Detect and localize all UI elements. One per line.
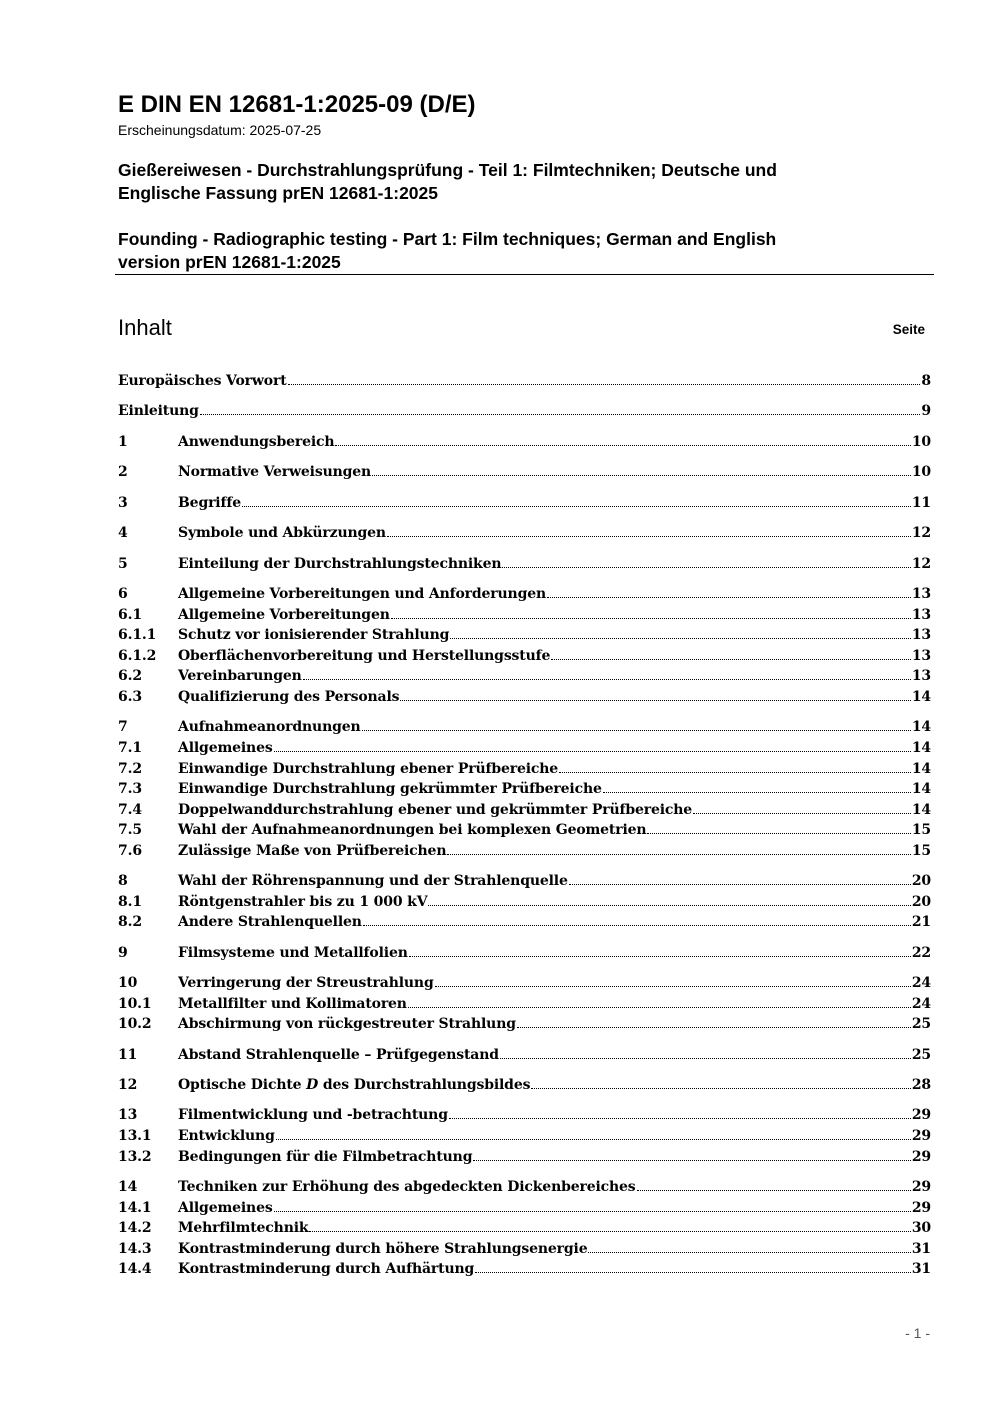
toc-entry-page: 13 (911, 648, 931, 664)
toc-entry-number: 6.3 (118, 689, 142, 705)
toc-entry-page: 20 (911, 894, 931, 910)
toc-entry-number: 12 (118, 1077, 138, 1093)
toc-entry-number: 13.1 (118, 1128, 152, 1144)
toc-entry-title: Metallfilter und Kollimatoren (178, 996, 407, 1012)
toc-entry[interactable] (118, 583, 931, 604)
toc-entry-title: Anwendungsbereich (178, 434, 335, 450)
toc-leader-dots (637, 1176, 911, 1191)
toc-entry-number: 6.2 (118, 668, 142, 684)
toc-entry-number: 10.1 (118, 996, 152, 1012)
toc-entry-page: 8 (921, 373, 931, 389)
toc-entry-number: 9 (118, 945, 128, 961)
toc-entry[interactable] (118, 624, 931, 645)
toc-entry-number: 3 (118, 495, 128, 511)
toc-entry[interactable] (118, 1258, 931, 1279)
toc-entry-page: 13 (911, 607, 931, 623)
toc-entry-title: Röntgenstrahler bis zu 1 000 kV (178, 894, 428, 910)
toc-entry[interactable] (118, 522, 931, 543)
toc-entry[interactable] (118, 1074, 931, 1095)
toc-entry[interactable] (118, 1146, 931, 1167)
toc-leader-dots (547, 583, 911, 598)
toc-leader-dots (372, 461, 911, 476)
toc-entry-page: 12 (911, 525, 931, 541)
toc-entry-page: 14 (911, 802, 931, 818)
toc-leader-dots (473, 1146, 910, 1161)
toc-entry-title-part: Optische Dichte (178, 1077, 307, 1093)
toc-entry-number: 14.3 (118, 1241, 152, 1257)
toc-entry-title: Wahl der Aufnahmeanordnungen bei komplexen Geometrien (178, 822, 647, 838)
toc-entry-number: 14 (118, 1179, 138, 1195)
toc-entry[interactable] (118, 1044, 931, 1065)
toc-entry-page: 15 (911, 843, 931, 859)
toc-entry-page: 13 (911, 668, 931, 684)
toc-entry-page: 14 (911, 781, 931, 797)
title-german-line-1: Gießereiwesen - Durchstrahlungsprüfung - Teil 1: Filmtechniken; Deutsche und (118, 160, 777, 180)
toc-leader-dots (447, 840, 910, 855)
toc-entry-title: Techniken zur Erhöhung des abgedeckten Dickenbereiches (178, 1179, 636, 1195)
toc-entry-number: 13.2 (118, 1149, 152, 1165)
toc-entry-title: Allgemeines (178, 1200, 273, 1216)
toc-entry[interactable] (118, 1125, 931, 1146)
toc-leader-dots (242, 492, 911, 507)
toc-entry[interactable] (118, 993, 931, 1014)
toc-leader-dots (531, 1074, 911, 1089)
toc-entry-page: 30 (911, 1220, 931, 1236)
toc-entry[interactable] (118, 819, 931, 840)
toc-entry-title-part: des Durchstrahlungsbildes (318, 1077, 531, 1093)
toc-entry-page: 20 (911, 873, 931, 889)
toc-entry-title: Andere Strahlenquellen (178, 914, 362, 930)
toc-entry-page: 14 (911, 689, 931, 705)
toc-entry[interactable] (118, 665, 931, 686)
toc-entry[interactable] (118, 492, 931, 513)
toc-leader-dots (409, 942, 911, 957)
toc-heading: Inhalt (118, 315, 172, 340)
toc-entry-page: 25 (911, 1047, 931, 1063)
title-english-line-2: version prEN 12681-1:2025 (118, 252, 341, 272)
title-english-line-1: Founding - Radiographic testing - Part 1: Film techniques; German and English (118, 229, 777, 249)
toc-leader-dots (450, 624, 911, 639)
toc-entry-title: Begriffe (178, 495, 241, 511)
toc-entry-page: 24 (911, 996, 931, 1012)
toc-leader-dots (362, 716, 911, 731)
toc-entry-number: 7.1 (118, 740, 142, 756)
toc-entry-title: Allgemeines (178, 740, 273, 756)
toc-entry-number: 10.2 (118, 1016, 152, 1032)
toc-entry-title: Zulässige Maße von Prüfbereichen (178, 843, 447, 859)
toc-entry-page: 25 (911, 1016, 931, 1032)
toc-entry-number: 6.1.1 (118, 627, 157, 643)
toc-entry-page: 29 (911, 1149, 931, 1165)
toc-entry-number: 6 (118, 586, 128, 602)
toc-entry-number: 6.1.2 (118, 648, 157, 664)
toc-entry-title-symbol: D (306, 1077, 319, 1093)
toc-entry[interactable] (118, 645, 931, 666)
toc-entry[interactable] (118, 686, 931, 707)
toc-entry[interactable] (118, 1217, 931, 1238)
toc-entry-number: 7 (118, 719, 128, 735)
toc-entry-number: 2 (118, 464, 128, 480)
toc-entry[interactable] (118, 1104, 931, 1125)
toc-entry[interactable] (118, 461, 931, 482)
document-id: E DIN EN 12681-1:2025-09 (D/E) (118, 91, 476, 118)
toc-entry-number: 7.2 (118, 761, 142, 777)
toc-leader-dots (517, 1013, 911, 1028)
toc-entry[interactable] (118, 737, 931, 758)
toc-entry-number: 7.4 (118, 802, 142, 818)
title-english (118, 228, 776, 274)
toc-leader-dots (200, 400, 921, 415)
title-german (118, 159, 777, 205)
toc-leader-dots (435, 972, 911, 987)
toc-entry-page: 13 (911, 586, 931, 602)
toc-entry-title: Vereinbarungen (178, 668, 302, 684)
toc-entry-page: 29 (911, 1179, 931, 1195)
title-german-line-2: Englische Fassung prEN 12681-1:2025 (118, 183, 438, 203)
toc-entry-title: Europäisches Vorwort (118, 373, 287, 389)
toc-entry-title: Kontrastminderung durch höhere Strahlungsenergie (178, 1241, 588, 1257)
toc-entry[interactable] (118, 604, 931, 625)
toc-entry-number: 14.1 (118, 1200, 152, 1216)
toc-leader-dots (449, 1104, 911, 1119)
toc-entry-page: 14 (911, 740, 931, 756)
toc-leader-dots (569, 870, 911, 885)
toc-leader-dots (303, 665, 911, 680)
toc-entry-number: 10 (118, 975, 138, 991)
toc-leader-dots (288, 370, 921, 385)
toc-entry-title: Normative Verweisungen (178, 464, 372, 480)
toc-entry[interactable] (118, 1197, 931, 1218)
toc-entry[interactable] (118, 716, 931, 737)
toc-leader-dots (475, 1258, 911, 1273)
toc-entry-page: 21 (911, 914, 931, 930)
toc-entry[interactable] (118, 1176, 931, 1197)
toc-entry[interactable] (118, 400, 931, 421)
toc-entry-page: 29 (911, 1107, 931, 1123)
toc-entry-page: 13 (911, 627, 931, 643)
toc-entry-title: Bedingungen für die Filmbetrachtung (178, 1149, 473, 1165)
toc-entry[interactable] (118, 553, 931, 574)
toc-entry[interactable] (118, 891, 931, 912)
toc-entry[interactable] (118, 870, 931, 891)
toc-entry-page: 29 (911, 1200, 931, 1216)
toc-entry-page: 24 (911, 975, 931, 991)
toc-leader-dots (400, 686, 910, 701)
toc-leader-dots (603, 778, 911, 793)
toc-leader-dots (408, 993, 911, 1008)
toc-entry-title: Einwandige Durchstrahlung gekrümmter Prüfbereiche (178, 781, 602, 797)
toc-entry-title: Kontrastminderung durch Aufhärtung (178, 1261, 475, 1277)
toc-entry-page: 14 (911, 719, 931, 735)
toc-entry-number: 7.5 (118, 822, 142, 838)
toc-leader-dots (387, 522, 911, 537)
toc-entry-title: Allgemeine Vorbereitungen und Anforderungen (178, 586, 547, 602)
toc-leader-dots (588, 1238, 910, 1253)
toc-entry-title (178, 1075, 530, 1096)
toc-entry-page: 28 (911, 1077, 931, 1093)
toc-leader-dots (502, 553, 910, 568)
toc-entry-title: Filmsysteme und Metallfolien (178, 945, 408, 961)
toc-leader-dots (391, 604, 911, 619)
toc-entry-title: Entwicklung (178, 1128, 275, 1144)
toc-entry[interactable] (118, 370, 931, 391)
toc-leader-dots (428, 891, 910, 906)
toc-entry-title: Allgemeine Vorbereitungen (178, 607, 390, 623)
toc-entry-title: Mehrfilmtechnik (178, 1220, 309, 1236)
toc-leader-dots (693, 799, 911, 814)
toc-leader-dots (274, 1197, 911, 1212)
toc-entry-title: Wahl der Röhrenspannung und der Strahlenquelle (178, 873, 568, 889)
toc-entry-title: Einteilung der Durchstrahlungstechniken (178, 556, 502, 572)
toc-entry-title: Doppelwanddurchstrahlung ebener und gekrümmter Prüfbereiche (178, 802, 693, 818)
toc-entry-title: Aufnahmeanordnungen (178, 719, 361, 735)
toc-entry-title: Einleitung (118, 403, 199, 419)
toc-entry-title: Oberflächenvorbereitung und Herstellungsstufe (178, 648, 551, 664)
toc-entry-page: 31 (911, 1241, 931, 1257)
toc-leader-dots (500, 1044, 911, 1059)
toc-entry[interactable] (118, 911, 931, 932)
toc-entry-page: 22 (911, 945, 931, 961)
toc-entry-number: 13 (118, 1107, 138, 1123)
toc-entry-number: 7.3 (118, 781, 142, 797)
toc-entry-page: 14 (911, 761, 931, 777)
toc-page-column-label: Seite (892, 322, 925, 337)
toc-entry[interactable] (118, 758, 931, 779)
toc-entry-number: 4 (118, 525, 128, 541)
toc-entry-number: 14.4 (118, 1261, 152, 1277)
header-divider (115, 274, 934, 275)
toc-entry[interactable] (118, 1238, 931, 1259)
toc-entry-number: 7.6 (118, 843, 142, 859)
toc-entry-number: 1 (118, 434, 128, 450)
toc-entry-page: 15 (911, 822, 931, 838)
toc-entry-page: 9 (921, 403, 931, 419)
toc-entry-number: 14.2 (118, 1220, 152, 1236)
toc-leader-dots (335, 431, 910, 446)
toc-entry-page: 29 (911, 1128, 931, 1144)
toc-entry-page: 11 (911, 495, 931, 511)
toc-leader-dots (559, 758, 911, 773)
toc-entry-title: Abstand Strahlenquelle – Prüfgegenstand (178, 1047, 499, 1063)
toc-entry-title: Abschirmung von rückgestreuter Strahlung (178, 1016, 516, 1032)
toc-entry-title: Filmentwicklung und -betrachtung (178, 1107, 448, 1123)
toc-leader-dots (309, 1217, 910, 1232)
toc-entry[interactable] (118, 942, 931, 963)
toc-leader-dots (274, 737, 911, 752)
toc-entry[interactable] (118, 840, 931, 861)
toc-entry-page: 12 (911, 556, 931, 572)
toc-entry-title: Qualifizierung des Personals (178, 689, 400, 705)
toc-entry[interactable] (118, 799, 931, 820)
toc-entry-number: 6.1 (118, 607, 142, 623)
toc-entry-page: 31 (911, 1261, 931, 1277)
toc-entry[interactable] (118, 431, 931, 452)
toc-entry-number: 5 (118, 556, 128, 572)
toc-entry-title: Symbole und Abkürzungen (178, 525, 386, 541)
toc-entry-title: Verringerung der Streustrahlung (178, 975, 434, 991)
toc-leader-dots (276, 1125, 911, 1140)
toc-entry-number: 11 (118, 1047, 138, 1063)
toc-entry-title: Schutz vor ionisierender Strahlung (178, 627, 450, 643)
page-number: - 1 - (905, 1325, 930, 1341)
toc-entry-page: 10 (911, 464, 931, 480)
toc-leader-dots (551, 645, 911, 660)
publication-date: Erscheinungsdatum: 2025-07-25 (118, 122, 322, 138)
toc-entry-title: Einwandige Durchstrahlung ebener Prüfbereiche (178, 761, 559, 777)
toc-entry-number: 8 (118, 873, 128, 889)
toc-entry[interactable] (118, 1013, 931, 1034)
toc-entry-page: 10 (911, 434, 931, 450)
toc-entry-number: 8.2 (118, 914, 142, 930)
toc-leader-dots (363, 911, 911, 926)
toc-entry-number: 8.1 (118, 894, 142, 910)
toc-entry[interactable] (118, 778, 931, 799)
toc-leader-dots (647, 819, 910, 834)
toc-entry[interactable] (118, 972, 931, 993)
